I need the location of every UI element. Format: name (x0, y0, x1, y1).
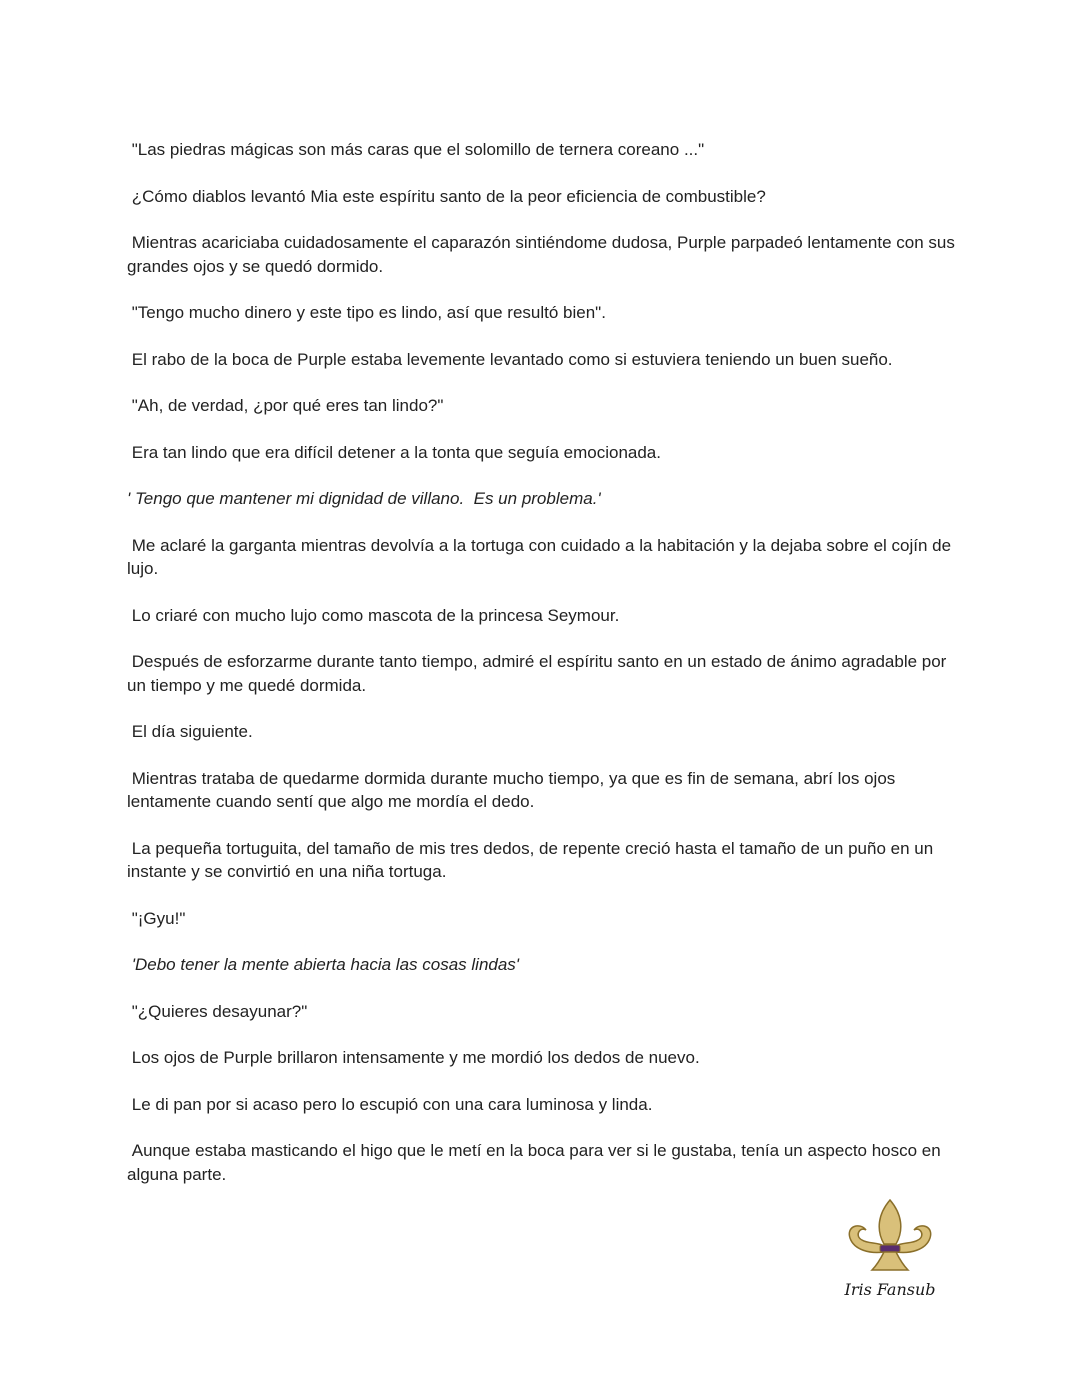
paragraph: "Tengo mucho dinero y este tipo es lindo, así que resultó bien". (127, 303, 606, 322)
paragraph: Mientras trataba de quedarme dormida durante mucho tiempo, ya que es fin de semana, abrí los ojos lentamente cuando sentí que algo me mordía el dedo. (127, 768, 901, 811)
paragraph: Después de esforzarme durante tanto tiempo, admiré el espíritu santo en un estado de ánimo agradable por un tiempo y me quedé dormida. (127, 652, 952, 695)
paragraph: Le di pan por si acaso pero lo escupió con una cara luminosa y linda. (127, 1094, 653, 1114)
paragraph: La pequeña tortuguita, del tamaño de mis tres dedos, de repente creció hasta el tamaño de un puño en un instante y se convirtió en una niña tortuga. (127, 838, 938, 881)
paragraph: Mientras acariciaba cuidadosamente el caparazón sintiéndome dudosa, Purple parpadeó lentamente con sus grandes ojos y se quedó dormido. (127, 233, 960, 276)
paragraph: Aunque estaba masticando el higo que le metí en la boca para ver si le gustaba, tenía un aspecto hosco en alguna parte. (127, 1141, 946, 1184)
paragraph: "¿Quieres desayunar?" (127, 1001, 308, 1021)
paragraph: Me aclaré la garganta mientras devolvía a la tortuga con cuidado a la habitación y la dejaba sobre el cojín de lujo. (127, 535, 956, 578)
iris-fansub-logo (840, 1196, 940, 1306)
paragraph: El día siguiente. (127, 722, 253, 741)
paragraph: Lo criaré con mucho lujo como mascota de la princesa Seymour. (127, 605, 620, 625)
paragraph: ' Tengo que mantener mi dignidad de villano. Es un problema.' (127, 489, 601, 508)
paragraph: 'Debo tener la mente abierta hacia las cosas lindas' (127, 955, 520, 974)
document-body (127, 138, 960, 1209)
paragraph: "¡Gyu!" (127, 908, 186, 928)
paragraph: Los ojos de Purple brillaron intensamente y me mordió los dedos de nuevo. (127, 1048, 700, 1067)
paragraph: Era tan lindo que era difícil detener a la tonta que seguía emocionada. (127, 442, 661, 462)
paragraph: "Ah, de verdad, ¿por qué eres tan lindo?" (127, 396, 444, 415)
fleur-de-lis-icon (840, 1196, 940, 1280)
paragraph: "Las piedras mágicas son más caras que el solomillo de ternera coreano ..." (127, 140, 705, 159)
paragraph: El rabo de la boca de Purple estaba levemente levantado como si estuviera teniendo un buen sueño. (127, 349, 893, 369)
logo-text: Iris Fansub (844, 1280, 936, 1299)
paragraph: ¿Cómo diablos levantó Mia este espíritu santo de la peor eficiencia de combustible? (127, 186, 766, 206)
